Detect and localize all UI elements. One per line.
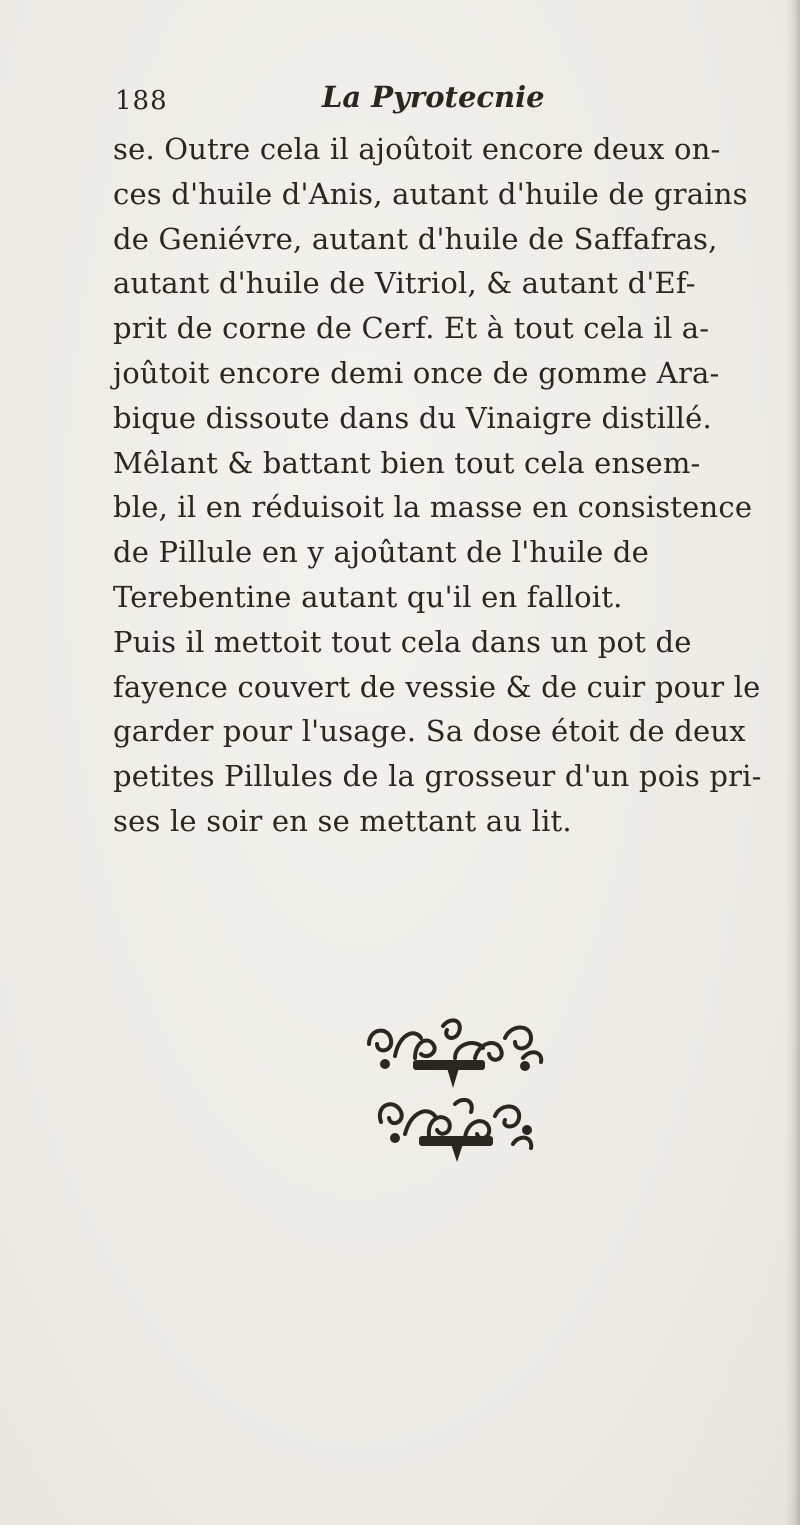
text-line: bique dissoute dans du Vinaigre distillé. [113,400,712,435]
text-line: fayence couvert de vessie & de cuir pour le [113,669,761,704]
text-line: autant d'huile de Vitriol, & autant d'Ef- [113,266,696,301]
fleuron-ornament-icon [355,1008,555,1168]
text-line: ces d'huile d'Anis, autant d'huile de grains [113,176,748,211]
running-title: La Pyrotecnie [322,80,545,114]
text-line: Terebentine autant qu'il en falloit. [113,579,623,614]
text-line: de Geniévre, autant d'huile de Saffafras, [113,221,718,256]
text-line: petites Pillules de la grosseur d'un pois pri- [113,759,762,794]
text-line: ses le soir en se mettant au lit. [113,803,572,838]
text-line: de Pillule en y ajoûtant de l'huile de [113,535,649,570]
text-line: se. Outre cela il ajoûtoit encore deux on- [113,132,721,166]
text-line: garder pour l'usage. Sa dose étoit de deux [113,714,746,749]
text-line: Puis il mettoit tout cela dans un pot de [113,624,692,659]
body-text [113,127,793,844]
text-line: Mêlant & battant bien tout cela ensem- [113,445,701,480]
text-line: prit de corne de Cerf. Et à tout cela il a- [113,311,710,346]
page-number: 188 [115,86,168,116]
text-line: joûtoit encore demi once de gomme Ara- [113,355,720,390]
page-header [115,78,715,118]
text-line: ble, il en réduisoit la masse en consistence [113,490,753,525]
